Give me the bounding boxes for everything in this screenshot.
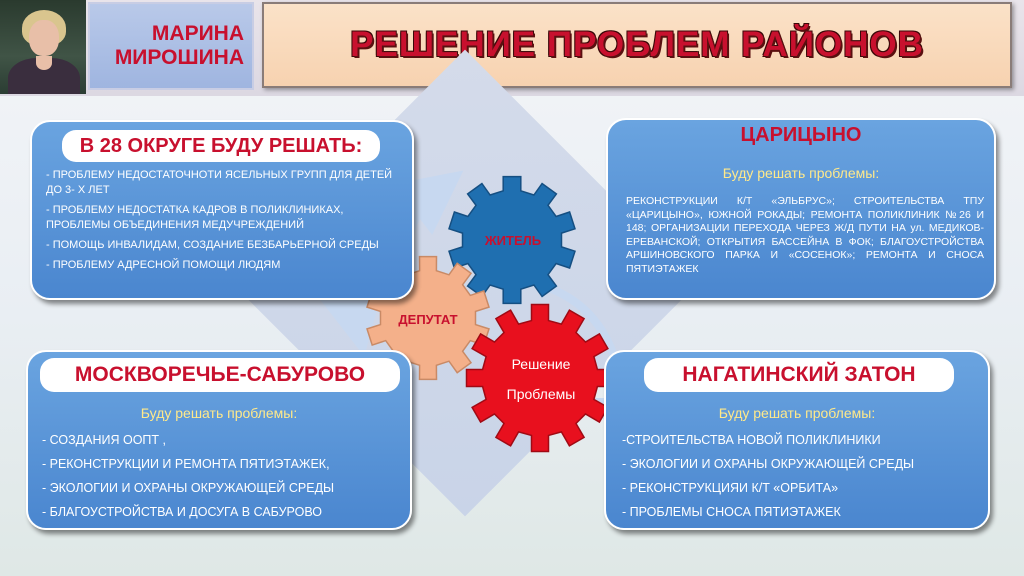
nagatinsky-list: [622, 432, 986, 528]
card-tsaritsyno-subtitle: Буду решать проблемы:: [722, 165, 880, 181]
card-nagatinsky-subtitle: Буду решать проблемы:: [718, 405, 876, 421]
card-moskvorechye: [26, 350, 412, 530]
page-title: РЕШЕНИЕ ПРОБЛЕМ РАЙОНОВ: [350, 25, 924, 64]
list-item: - ПРОБЛЕМУ НЕДОСТАТКА КАДРОВ В ПОЛИКЛИНИКАХ, ПРОБЛЕМЫ ОБЪЕДИНЕНИЯ МЕДУЧРЕЖДЕНИЙ: [46, 204, 344, 231]
list-item: - ПОМОЩЬ ИНВАЛИДАМ, СОЗДАНИЕ БЕЗБАРЬЕРНОЙ СРЕДЫ: [46, 239, 379, 251]
card-nagatinsky-title: НАГАТИНСКИЙ ЗАТОН: [644, 358, 954, 392]
candidate-first-name: МАРИНА: [151, 22, 244, 45]
moskvorechye-list: [42, 432, 410, 528]
okrug-list: [46, 168, 404, 278]
list-item: - ПРОБЛЕМУ НЕДОСТАТОЧНОТИ ЯСЕЛЬНЫХ ГРУПП ДЛЯ ДЕТЕЙ ДО 3- Х ЛЕТ: [46, 169, 393, 196]
card-nagatinsky: [604, 350, 990, 530]
list-item: - РЕКОНСТРУКЦИИ И РЕМОНТА ПЯТИЭТАЖЕК,: [42, 457, 330, 471]
list-item: - ПРОБЛЕМЫ СНОСА ПЯТИЭТАЖЕК: [622, 505, 841, 519]
list-item: - БЛАГОУСТРОЙСТВА И ДОСУГА В САБУРОВО: [42, 505, 322, 519]
list-item: - РЕКОНСТРУКЦИЯИ К/Т «ОРБИТА»: [622, 481, 839, 495]
list-item: - ЭКОЛОГИИ И ОХРАНЫ ОКРУЖАЮЩЕЙ СРЕДЫ: [42, 481, 335, 495]
gear-label-deputy: ДЕПУТАТ: [398, 312, 458, 327]
list-item: - ЭКОЛОГИИ И ОХРАНЫ ОКРУЖАЮЩЕЙ СРЕДЫ: [622, 457, 915, 471]
list-item: - ПРОБЛЕМУ АДРЕСНОЙ ПОМОЩИ ЛЮДЯМ: [46, 259, 281, 271]
card-okrug: [30, 120, 414, 300]
gear-solution: [467, 305, 614, 452]
card-moskvorechye-title: МОСКВОРЕЧЬЕ-САБУРОВО: [40, 358, 400, 392]
gear-label-resident: ЖИТЕЛЬ: [484, 233, 542, 248]
card-tsaritsyno-title: ЦАРИЦЫНО: [740, 124, 862, 146]
list-item: -СТРОИТЕЛЬСТВА НОВОЙ ПОЛИКЛИНИКИ: [622, 433, 881, 447]
card-tsaritsyno: [606, 118, 996, 300]
card-moskvorechye-subtitle: Буду решать проблемы:: [140, 405, 298, 421]
candidate-last-name: МИРОШИНА: [114, 46, 244, 69]
list-item: - СОЗДАНИЯ ООПТ ,: [42, 433, 166, 447]
card-tsaritsyno-text: РЕКОНСТРУКЦИИ К/Т «ЭЛЬБРУС»; СТРОИТЕЛЬСТВА ТПУ «ЦАРИЦЫНО», ЮЖНОЙ РОКАДЫ; РЕМОНТА ПОЛИКЛИНИК №26 И 148; ОРГАНИЗАЦИИ ПЕРЕХОДА ЧЕРЕЗ Ж/Д ПУТИ НА ул. МЕДИКОВ-ЕРЕВАНСКОЙ; ОТКРЫТИЯ БАССЕЙНА В ФОК; БЛАГОУСТРОЙСТВА АРШИНОВСКОГО ПАРКА И «СОСЕНОК»; РЕМОНТА И СНОСА ПЯТИЭТАЖЕК: [626, 195, 984, 275]
gear-label-solution-line1: Решение: [511, 356, 571, 372]
gear-label-solution-line2: Проблемы: [506, 386, 576, 402]
card-okrug-title: В 28 ОКРУГЕ БУДУ РЕШАТЬ:: [62, 130, 380, 162]
gear-red-shape: [467, 305, 614, 452]
